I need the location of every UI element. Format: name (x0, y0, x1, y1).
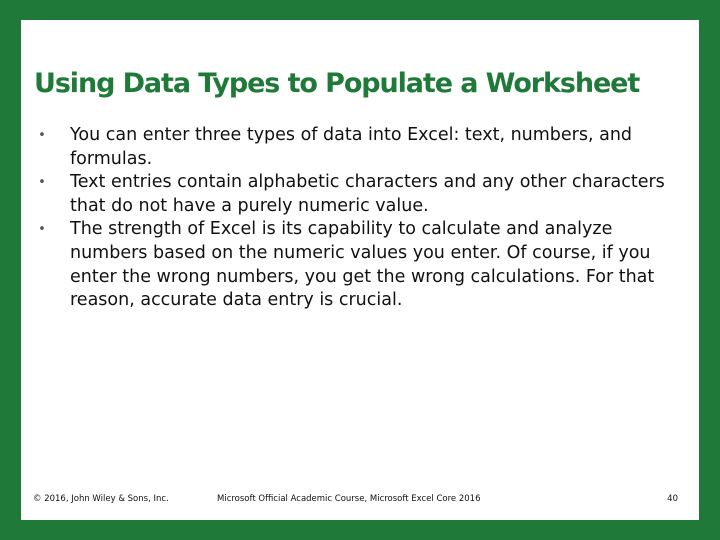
bullet-item (33, 218, 683, 312)
bullet-item (33, 124, 683, 171)
bullet-text: Text entries contain alphabetic characters and any other characters that do not have a purely numeric value. (70, 172, 665, 216)
footer-copyright: © 2016, John Wiley & Sons, Inc. (33, 494, 169, 504)
bullet-dot-icon: • (38, 222, 46, 238)
bullet-list (33, 124, 683, 313)
bullet-text: You can enter three types of data into Excel: text, numbers, and formulas. (70, 125, 633, 169)
bullet-dot-icon: • (38, 128, 46, 143)
bullet-text: The strength of Excel is its capability to calculate and analyze numbers based on the numeric values you enter. Of course, if you enter the wrong numbers, you get the wrong calculations. For that reason, accurate data entry is crucial. (70, 219, 655, 311)
footer-course-name: Microsoft Official Academic Course, Microsoft Excel Core 2016 (217, 494, 481, 504)
bullet-item (33, 171, 683, 218)
slide (21, 20, 699, 520)
footer-page-number: 40 (667, 494, 678, 504)
bullet-dot-icon: • (38, 175, 46, 191)
slide-title: Using Data Types to Populate a Worksheet (34, 68, 640, 99)
